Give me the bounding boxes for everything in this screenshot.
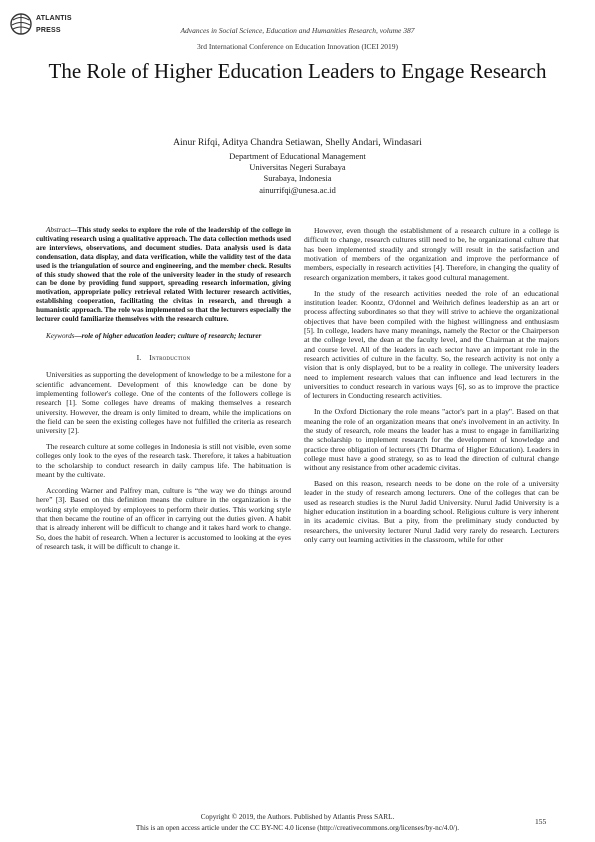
abstract xyxy=(36,226,291,324)
keywords-dash: — xyxy=(74,331,82,340)
body-paragraph: Based on this reason, research needs to be done on the role of a university leader in the study of research among lecturers. One of the colleges that can be used as research studies is the Nurul Jadid University. Nurul Jadid University is a higher education institution in a boarding school. Religious culture is very inherent in its academic civitas. But a pity, from the preliminary study conducted by researchers, the university lecturer Nurul Jadid very rarely do research. Lecturers only carry out learning activities in the classroom, while for other xyxy=(304,479,559,545)
keywords-label: Keywords xyxy=(46,331,75,340)
section-heading xyxy=(36,353,291,362)
license-notice[interactable]: This is an open access article under the CC BY-NC 4.0 license (http://creativecommons.org/licenses/by-nc/4.0/). xyxy=(135,824,460,832)
author-list: Ainur Rifqi, Aditya Chandra Setiawan, Shelly Andari, Windasari xyxy=(173,137,422,148)
email[interactable]: ainurrifqi@unesa.ac.id xyxy=(259,185,336,195)
abstract-dash: — xyxy=(70,226,78,234)
body-paragraph: In the study of the research activities needed the role of an educational institution leader. Koontz, O'donnel and Weihrich defines leadership as an art or process affecting subordinates so that they will strive to achieve the organizational objectives that have been compiled with the highest willingness and enthusiasm [5]. In college, leaders have many meanings, namely the Rector or the Chairperson at the college level, the dean at the faculty level, and the Chairman at the majors and course level. All of the leaders in each sector have an important role in the research activities of culture in the faculty. So, the research activity is not only a vision that is only displayed, but to be a reality in college. The university leaders need to implement research values that can influence and lead lecturers in the universities to conduct research in various ways [6], so as to improve the practice of lecturers in Conducting research activities. xyxy=(304,288,559,401)
section-number: I. xyxy=(136,352,142,362)
section-title: Introduction xyxy=(149,352,191,362)
keywords-text: role of higher education leader; culture of research; lecturer xyxy=(81,331,262,340)
logo-text-line2: PRESS xyxy=(36,27,61,34)
left-column xyxy=(36,226,291,558)
logo-text-line1: ATLANTIS xyxy=(36,15,72,22)
keywords xyxy=(36,332,291,341)
abstract-label: Abstract xyxy=(46,226,71,234)
paper-title: The Role of Higher Education Leaders to Engage Research xyxy=(48,59,547,83)
conference-title: 3rd International Conference on Education Innovation (ICEI 2019) xyxy=(197,42,398,51)
location: Surabaya, Indonesia xyxy=(263,174,332,184)
department: Department of Educational Management xyxy=(229,152,366,161)
body-paragraph: According Warner and Palfrey man, culture is “the way we do things around here” [3]. Based on this definition means the culture in the organization is the working style employed by employees to perform their duties. This working style that then became the routine of an officer in carrying out the duties given. A habit that is already inherent will be difficult to change and it takes hard work to change. So, does the habit of research. When a lecturer is accustomed to looking at the eyes of research task, it will be difficult to change it. xyxy=(36,486,291,552)
body-paragraph: However, even though the establishment of a research culture in a college is difficult to change, research cultures still need to be, he organizational culture that has been implemented steadily and strongly will result in the satisfaction and motivation of members of the organization and improve the performance of members, especially in research activities [4]. Therefore, in changing the quality of research organization members, it takes good cultural management. xyxy=(304,226,559,282)
page-number: 155 xyxy=(535,817,547,826)
body-paragraph: Universities as supporting the development of knowledge to be a milestone for a scientific advancement. Development of this knowledge can be done by implementing follower's college. One of the contents of the followers college is research [1]. Some colleges have dreams of making themselves a research university. However, the dream is only limited to dream, while the implications on the field can be seen the existing colleges have not fulfilled the criteria as research university [2]. xyxy=(36,370,291,436)
university: Universitas Negeri Surabaya xyxy=(249,163,346,173)
abstract-text: This study seeks to explore the role of the leadership of the college in cultivating research using a qualitative approach. The data collection methods used are interviews, observations, and document studies. Data analysis used is data condensation, data display, and data verification, while the validity test of the data used is the triangulation of source and engineering, and the member check. Results of this study showed that the role of the university leader in the study of research can be done by providing fund support, spreading research information, giving motivation, appropriate policy retrieval related With lecturer research activities, establishing cooperation, facilitating the civitas in research, and through a humanistic approach. The role was implemented so that the lecturers especially the lecturer could familiarize themselves with the research culture. xyxy=(36,226,291,324)
body-paragraph: The research culture at some colleges in Indonesia is still not visible, even some colleges only look to the eyes of the research task. Therefore, it takes a habituation to the scholarship to conduct research in daily campus life. The habituation is meant by the cultivate. xyxy=(36,442,291,480)
copyright-notice: Copyright © 2019, the Authors. Published by Atlantis Press SARL. xyxy=(200,813,395,821)
right-column xyxy=(304,226,559,551)
series-title: Advances in Social Science, Education and Humanities Research, volume 387 xyxy=(180,26,415,35)
body-paragraph: In the Oxford Dictionary the role means "actor's part in a play". Based on that meaning the role of an organization means that one's involvement in an activity. In the study of research, role means the leader has a must to engage in familiarizing the scholarship to implement research for the development of knowledge and practice three obligation of lecturers (Tri Dharma of Higher Education). Leaders in college must have a good strategy, so as to lead the direction of cultural change without any resistance from other academic civitas. xyxy=(304,407,559,473)
affiliation-block xyxy=(0,151,595,196)
